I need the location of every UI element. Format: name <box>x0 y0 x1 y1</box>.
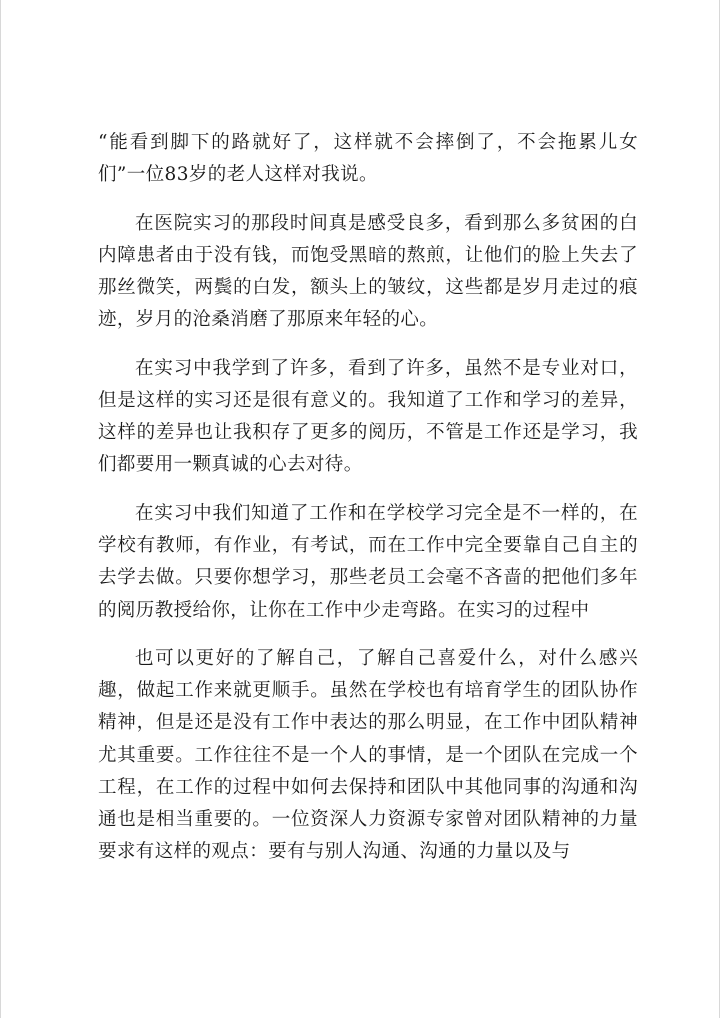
paragraph-learning: 在实习中我学到了许多，看到了许多，虽然不是专业对口，但是这样的实习还是很有意义的。我知道了工作和学习的差异，这样的差异也让我积存了更多的阅历，不管是工作还是学习，我们都要用一颗真诚的心去对待。 <box>98 357 638 476</box>
paragraph-work-vs-school: 在实习中我们知道了工作和在学校学习完全是不一样的，在学校有教师，有作业，有考试，而在工作中完全要靠自己自主的去学去做。只要你想学习，那些老员工会毫不吝啬的把他们多年的阅历教授给你，让你在工作中少走弯路。在实习的过程中 <box>98 502 638 621</box>
paragraph-quote: “能看到脚下的路就好了，这样就不会摔倒了，不会拖累儿女们”一位83岁的老人这样对我说。 <box>98 132 638 186</box>
paragraph-teamwork: 也可以更好的了解自己，了解自己喜爱什么，对什么感兴趣，做起工作来就更顺手。虽然在学校也有培育学生的团队协作精神，但是还是没有工作中表达的那么明显，在工作中团队精神尤其重要。工作往往不是一个人的事情，是一个团队在完成一个工程，在工作的过程中如何去保持和团队中其他同事的沟通和沟通也是相当重要的。一位资深人力资源专家曾对团队精神的力量要求有这样的观点：要有与别人沟通、沟通的力量以及与 <box>98 648 638 863</box>
paragraph-hospital: 在医院实习的那段时间真是感受良多，看到那么多贫困的白内障患者由于没有钱，而饱受黑暗的熬煎，让他们的脸上失去了那丝微笑，两鬓的白发，额头上的皱纹，这些都是岁月走过的痕迹，岁月的沧桑消磨了那原来年轻的心。 <box>98 212 638 331</box>
document-body <box>98 127 638 885</box>
